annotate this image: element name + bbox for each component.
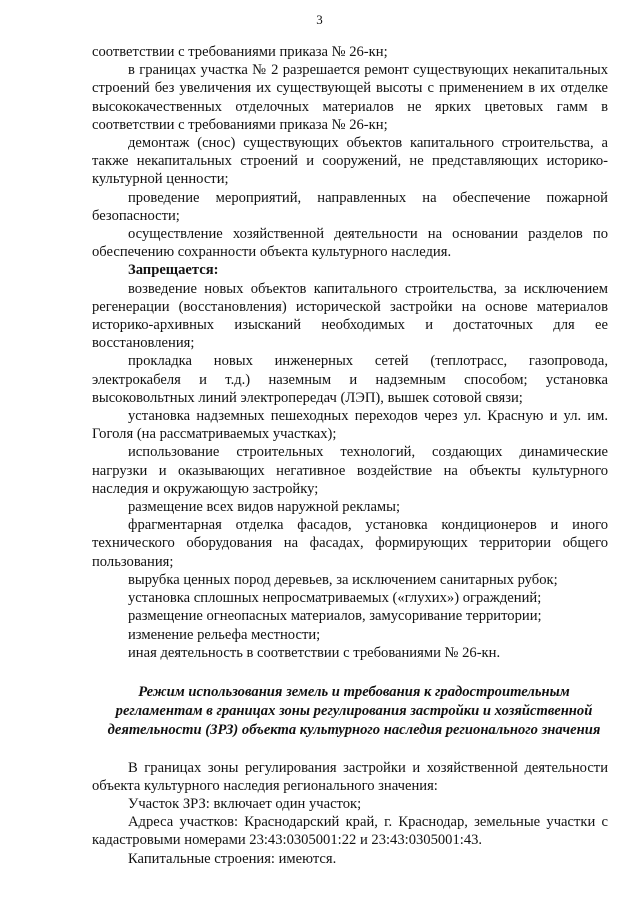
prohibited-label: Запрещается:: [128, 262, 219, 279]
paragraph: Адреса участков: Краснодарский край, г. Краснодар, земельные участки с кадастровыми номерами 23:43:0305001:22 и 23:43:0305001:43.: [92, 814, 608, 849]
list-item: прокладка новых инженерных сетей (теплотрасс, газопровода, электрокабеля и т.д.) наземным и надземным способом; установка высоковольтных линий электропередач (ЛЭП), вышек сотовой связи;: [92, 353, 608, 406]
paragraph: демонтаж (снос) существующих объектов капитального строительства, а также некапитальных строений и сооружений, не представляющих историко-культурной ценности;: [92, 135, 608, 188]
list-item: использование строительных технологий, создающих динамические нагрузки и оказывающих негативное воздействие на объекты культурного наследия и окружающую застройку;: [92, 444, 608, 497]
list-item: вырубка ценных пород деревьев, за исключением санитарных рубок;: [128, 571, 558, 588]
list-item: изменение рельефа местности;: [128, 626, 321, 643]
document-body: [92, 43, 608, 868]
paragraph: Капитальные строения: имеются.: [128, 850, 337, 867]
list-item: установка сплошных непросматриваемых («глухих») ограждений;: [128, 590, 542, 607]
paragraph: проведение мероприятий, направленных на обеспечение пожарной безопасности;: [92, 189, 608, 224]
paragraph: соответствии с требованиями приказа № 26-кн;: [92, 44, 388, 60]
page-number: 3: [316, 12, 323, 27]
paragraph: В границах зоны регулирования застройки и хозяйственной деятельности объекта культурного наследия регионального значения:: [92, 759, 608, 794]
paragraph: в границах участка № 2 разрешается ремонт существующих некапитальных строений без увеличения их существующей высоты с применением в их отделке высококачественных отделочных материалов не ярких цветовых гамм в соответствии с требованиями приказа № 26-кн;: [92, 62, 608, 133]
paragraph: Участок ЗРЗ: включает один участок;: [128, 795, 362, 812]
paragraph: осуществление хозяйственной деятельности на основании разделов по обеспечению сохранности объекта культурного наследия.: [92, 226, 608, 261]
list-item: размещение всех видов наружной рекламы;: [128, 499, 401, 516]
list-item: возведение новых объектов капитального строительства, за исключением регенерации (восстановления) исторической застройки на основе материалов историко-архивных изысканий необходимых и достаточных для ее восстановления;: [92, 280, 608, 352]
list-item: размещение огнеопасных материалов, замусоривание территории;: [128, 608, 542, 625]
list-item: фрагментарная отделка фасадов, установка кондиционеров и иного технического оборудования на фасадах, формирующих территории общего пользования;: [92, 517, 608, 570]
list-item: иная деятельность в соответствии с требованиями № 26-кн.: [128, 644, 501, 661]
list-item: установка надземных пешеходных переходов через ул. Красную и ул. им. Гоголя (на рассматриваемых участках);: [92, 408, 608, 443]
section-heading: Режим использования земель и требования к градостроительным регламентам в границах зоны регулирования застройки и хозяйственной деятельности (ЗРЗ) объекта культурного наследия регионального значения: [107, 683, 601, 739]
